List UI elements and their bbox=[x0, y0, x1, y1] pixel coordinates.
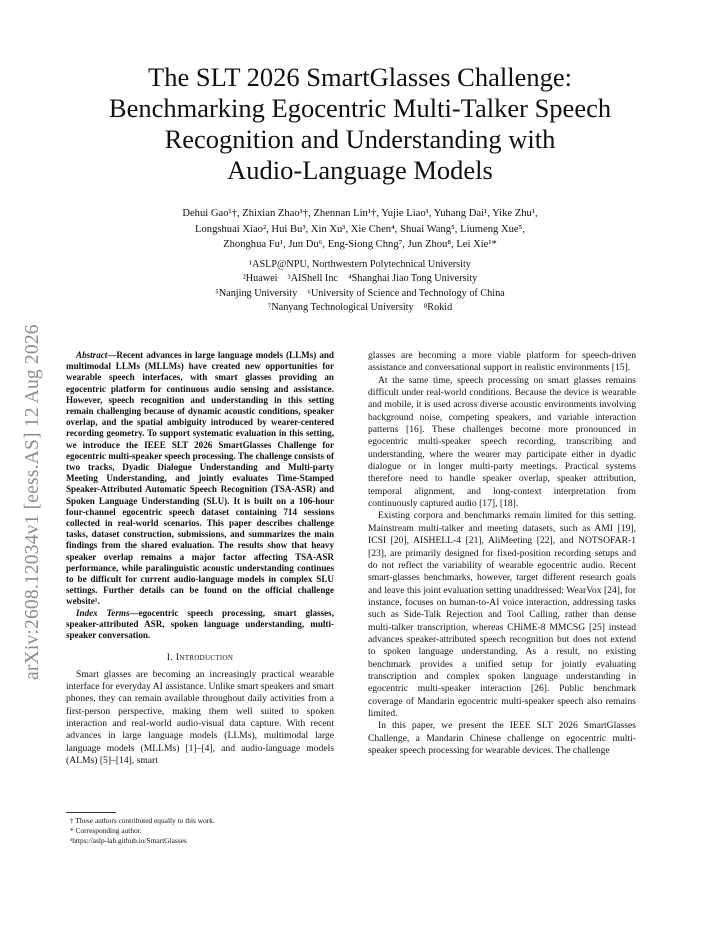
author-list bbox=[80, 206, 640, 253]
affiliation-list bbox=[80, 258, 640, 316]
body-paragraph: glasses are becoming a more viable platform for speech-driven assistance and conversational support in realistic environments [15]. bbox=[368, 350, 636, 374]
index-terms bbox=[66, 608, 334, 642]
left-column bbox=[66, 350, 334, 767]
affiliation-line: ⁵Nanjing University ⁶University of Science and Technology of China bbox=[215, 287, 505, 299]
index-terms-label: Index Terms bbox=[76, 607, 130, 618]
section-heading: I. Introduction bbox=[166, 652, 234, 664]
abstract-text: —Recent advances in large language models (LLMs) and multimodal LLMs (MLLMs) have created new opportunities for wearable speech interfaces, with smart glasses providing an egocentric platform for continuous audio sensing and assistance. However, speech recognition and understanding in this setting remain challenging because of dynamic acoustic conditions, speaker overlap, and the spatial ambiguity introduced by wearer-centered recording geometry. To support systematic evaluation in this setting, we introduce the IEEE SLT 2026 SmartGlasses Challenge for egocentric multi-speaker speech processing. The challenge consists of two tracks, Dyadic Dialogue Understanding and Multi-party Meeting Understanding, and jointly evaluates Time-Stamped Speaker-Attributed Automatic Speech Recognition (TSA-ASR) and Spoken Language Understanding (SLU). It is built on a 106-hour four-channel egocentric speech dataset containing 714 sessions collected in real-world scenarios. This paper describes challenge tasks, dataset construction, submissions, and summarizes the main findings from the shared evaluation. The results show that heavy speaker overlap remains a major factor affecting TSA-ASR performance, while paralinguistic acoustic understanding continues to be difficult for current audio-language models in complex SLU settings. Further details can be found on the official challenge website¹. bbox=[66, 350, 334, 607]
title-line: Recognition and Understanding with bbox=[164, 124, 556, 154]
author-line: Dehui Gao¹†, Zhixian Zhao¹†, Zhennan Lin¹†, Yujie Liao¹, Yuhang Dai¹, Yike Zhu¹, bbox=[182, 208, 538, 219]
author-line: Zhonghua Fu¹, Jun Du⁶, Eng-Siong Chng⁷, Jun Zhou⁸, Lei Xie¹* bbox=[223, 239, 497, 251]
author-line: Longshuai Xiao², Hui Bu³, Xin Xu³, Xie Chen⁴, Shuai Wang⁵, Liumeng Xue⁵, bbox=[195, 223, 525, 235]
footnote: † These authors contributed equally to this work. bbox=[70, 816, 215, 825]
footnote-rule bbox=[66, 812, 116, 813]
footnote-link[interactable]: ¹https://aslp-lab.github.io/SmartGlasses bbox=[70, 836, 187, 845]
title-line: Benchmarking Egocentric Multi-Talker Speech bbox=[108, 93, 612, 123]
index-terms-text: —egocentric speech processing, smart glasses, speaker-attributed ASR, spoken language understanding, multi-speaker conversation. bbox=[66, 607, 334, 641]
right-column bbox=[368, 350, 636, 757]
paper-title bbox=[80, 62, 640, 186]
title-line: The SLT 2026 SmartGlasses Challenge: bbox=[148, 62, 572, 92]
affiliation-line: ²Huawei ³AIShell Inc ⁴Shanghai Jiao Tong University bbox=[242, 273, 478, 285]
body-paragraph: Existing corpora and benchmarks remain limited for this setting. Mainstream multi-talker and meeting datasets, such as AMI [19], ICSI [20], AISHELL-4 [21], AliMeeting [22], and NOTSOFAR-1 [23], are primarily designed for fixed-position recording setups and do not reflect the variability of wearable egocentric audio. Recent smart-glasses benchmarks, however, target different research goals and leave this joint evaluation setting unaddressed: WearVox [24], for instance, focuses on human-to-AI voice interaction, addressing tasks such as Side-Talk Rejection and Tool Calling, rather than dense multi-talker transcription, whereas CHiME-8 MMCSG [25] instead advances speaker-attributed speech recognition but does not extend to spoken language understanding. As a result, no existing benchmark provides a unified setup for jointly evaluating transcription and complex spoken language understanding in egocentric multi-speaker interaction [26]. Public benchmark coverage of Mandarin egocentric multi-speaker speech also remains limited. bbox=[368, 510, 636, 719]
abstract-label: Abstract bbox=[76, 350, 108, 360]
body-paragraph: At the same time, speech processing on smart glasses remains difficult under real-world conditions. Because the device is wearable and mobile, it is used across diverse acoustic environments involving background noise, competing speakers, and variable interaction patterns [16]. These challenges become more pronounced in egocentric multi-speaker speech recording, transcribing and understanding, where the wearer may participate either in dyadic dialogue or in longer multi-party meetings. Practical systems therefore need to handle speaker overlap, speaker attribution, temporal alignment, and long-context interpretation from continuously captured audio [17], [18]. bbox=[368, 374, 636, 510]
arxiv-stamp: arXiv:2608.12034v1 [eess.AS] 12 Aug 2026 bbox=[22, 324, 43, 680]
abstract bbox=[66, 350, 334, 608]
footnotes bbox=[66, 812, 334, 846]
body-paragraph: Smart glasses are becoming an increasingly practical wearable interface for everyday AI assistance. Unlike smart speakers and smart phones, they can remain available throughout daily activities from a first-person perspective, making them well suited to spoken interaction and real-world audio-visual data capture. With recent advances in large language models (LLMs), multimodal large language models (MLLMs) [1]–[4], and audio-language models (ALMs) [5]–[14], smart bbox=[66, 668, 334, 767]
affiliation-line: ¹ASLP@NPU, Northwestern Polytechnical University bbox=[249, 259, 471, 270]
affiliation-line: ⁷Nanyang Technological University ⁸Rokid bbox=[267, 302, 453, 314]
title-line: Audio-Language Models bbox=[227, 155, 493, 185]
body-paragraph: In this paper, we present the IEEE SLT 2026 SmartGlasses Challenge, a Mandarin Chinese challenge on egocentric multi-speaker speech processing for wearable devices. The challenge bbox=[368, 720, 636, 756]
footnote: * Corresponding author. bbox=[70, 826, 142, 835]
